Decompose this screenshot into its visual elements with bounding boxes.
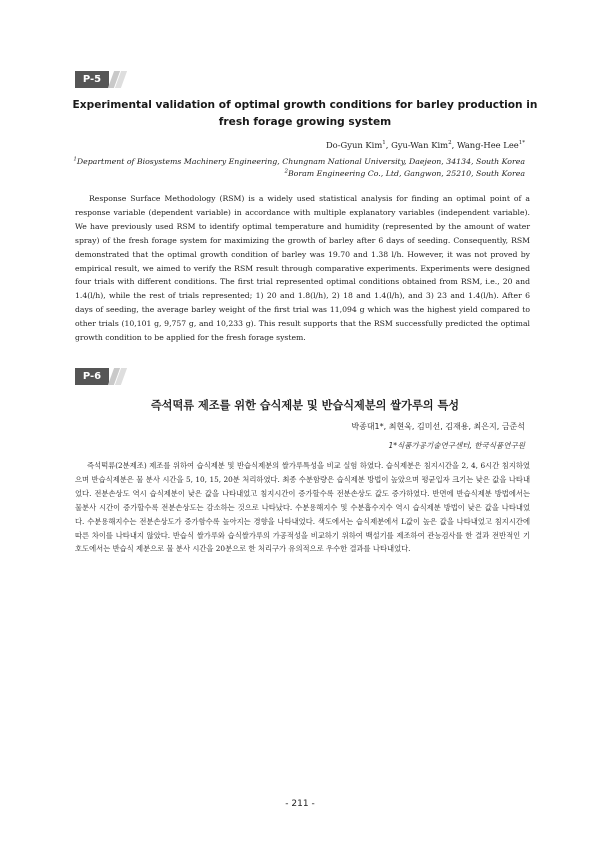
author-name: Do-Gyun Kim	[325, 140, 383, 150]
affiliation-sup: 2	[284, 168, 288, 175]
author-sup: 1*	[518, 140, 525, 147]
author-name: Wang-Hee Lee	[456, 140, 519, 150]
affiliation-p6: 1*식품가공기술연구센터, 한국식품연구원	[388, 441, 525, 450]
paper-title-p5	[70, 97, 540, 131]
affiliations-p5	[73, 156, 525, 180]
affiliation-text: Boram Engineering Co., Ltd, Gangwon, 25210, South Korea	[287, 169, 525, 178]
author-list-p6: 박종대1*, 최현욱, 김미선, 김재용, 최은지, 금준석	[351, 422, 525, 431]
paper-title-p6: 즉석떡류 제조를 위한 습식제분 및 반습식제분의 쌀가루의 특성	[150, 399, 460, 412]
abstract-p6: 즉석떡류(2분제조) 제조를 위하여 습식제분 및 반습식제분의 쌀가루특성을 비교 실험 하였다. 습식제분은 침지시간을 2, 4, 6시간 침지하였으며 반습식제분은 물 분사 시간을 5, 10, 15, 20분 처리하였다. 최종 수분함량은 습식제분 방법이 높았으며 평균입자 크기는 낮은 값을 나타내었다. 전분손상도 역시 습식제분이 낮은 값을 나타내었고 침지시간이 증가할수록 전분손상도 값도 증가하였다. 반면에 반습식제분 방법에서는 물분사 시간이 증가할수록 전분손상도는 감소하는 것으로 나타났다. 수분용해지수 및 수분흡수지수 역시 습식제분 방법이 낮은 값을 나타내었다. 수분용해지수는 전분손상도가 증가함수록 높아지는 경향을 나타내었다. 색도에서는 습식제분에서 L값이 높은 값을 나타내었고 침지시간에 따른 차이를 나타내지 않았다. 반습식 쌀가루와 습식쌀가루의 가공적성을 비교하기 위하여 백설기를 제조하여 관능검사를 한 결과 전반적인 기호도에서는 반습식 제분으로 물 분사 시간을 20분으로 한 처리구가 유의적으로 우수한 결과를 나타내었다.	[75, 461, 530, 554]
abstract-p5: Response Surface Methodology (RSM) is a widely used statistical analysis for finding an optimal point of a response variable (dependent variable) in accordance with multiple explanatory variables (independent variable). We have previously used RSM to identify optimal temperature and humidity (represented by the amount of water spray) of the fresh forage system for maximizing the growth of barley after 6 days of seeding. Consequently, RSM demonstrated that the optimal growth condition of barley was 19.70 and 1.38 l/h. However, it was not proved by empirical result, we aimed to verify the RSM result through comparative experiments. Experiments were designed four trials with different conditions. The first trial represented optimal conditions obtained from RSM, i.e., 20 and 1.4(l/h), while the rest of trials represented; 1) 20 and 1.8(l/h), 2) 18 and 1.4(l/h), and 3) 23 and 1.4(l/h). After 6 days of seeding, the average barley weight of the first trial was 11,094 g which was the highest yield compared to other trials (10,101 g, 9,757 g, and 10,233 g). This result supports that the RSM successfully predicted the optimal growth condition to be applied for the fresh forage system.	[75, 194, 530, 343]
author-name: Gyu-Wan Kim	[391, 140, 449, 150]
section-badge-p6	[75, 368, 121, 385]
affiliation-line	[73, 156, 525, 168]
author-sup: 1	[382, 140, 386, 147]
section-badge-p5	[75, 71, 121, 88]
page-number: - 211 -	[285, 799, 315, 809]
badge-label: P-5	[75, 71, 109, 88]
author-sup: 2	[448, 140, 452, 147]
author-list-p5: Do-Gyun Kim$^1$, Gyu-Wan Kim$^2$, Wang-Hee Lee$^{1*}$	[325, 140, 525, 150]
title-line-1: Experimental validation of optimal growth conditions for barley production in	[72, 99, 538, 111]
affiliation-text: Department of Biosystems Machinery Engineering, Chungnam National University, Daejeon, 34134, South Korea	[76, 157, 525, 166]
affiliation-line	[73, 168, 525, 180]
title-line-2: fresh forage growing system	[218, 116, 392, 128]
badge-label: P-6	[75, 368, 109, 385]
affiliation-sup: 1	[73, 156, 77, 163]
